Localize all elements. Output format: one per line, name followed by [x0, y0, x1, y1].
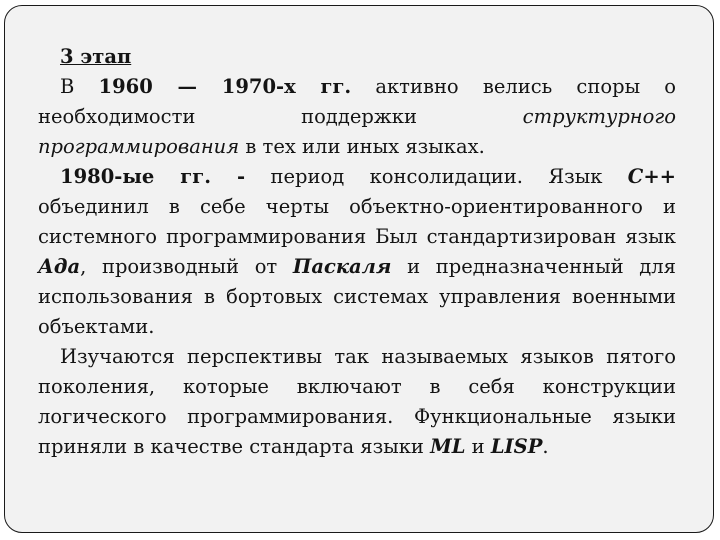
para1-years: 1960 — 1970-х гг. [98, 75, 352, 98]
slide-frame [4, 5, 714, 533]
stage-heading: 3 этап [60, 45, 132, 68]
para2-text-3: , производный от [80, 255, 293, 278]
para2-period: 1980-ые гг. - [60, 165, 246, 188]
para2-text-4: и предназначенный для использования в бортовых системах управления военными объектами. [38, 255, 676, 338]
paragraph-1980s [38, 162, 676, 342]
para2-text-2: объединил в себе черты объектно-ориентированного и системного программирования Был стандартизирован язык [38, 195, 676, 248]
para2-ada: Ада [38, 255, 81, 278]
para3-text-3: . [542, 435, 549, 458]
para2-cpp: C++ [627, 165, 676, 188]
para1-suffix: в тех или иных языках. [239, 135, 485, 158]
para1-prefix: В [60, 75, 99, 98]
para2-text-1: период консолидации. Язык [245, 165, 628, 188]
para3-lisp: LISP [490, 435, 543, 458]
para2-pascal: Паскаля [292, 255, 392, 278]
para1-structured-programming: структурного программирования [38, 105, 676, 158]
para1-mid: активно велись споры о необходимости поддержки [38, 75, 676, 128]
slide-text [38, 42, 676, 462]
paragraph-1960s [38, 72, 676, 162]
para3-text-2: и [465, 435, 491, 458]
paragraph-fifth-generation [38, 342, 676, 462]
para3-ml: ML [430, 435, 466, 458]
para3-text-1: Изучаются перспективы так называемых языков пятого поколения, которые включают в себя конструкции логического программирования. Функциональные языки приняли в качестве стандарта языки [38, 345, 676, 458]
